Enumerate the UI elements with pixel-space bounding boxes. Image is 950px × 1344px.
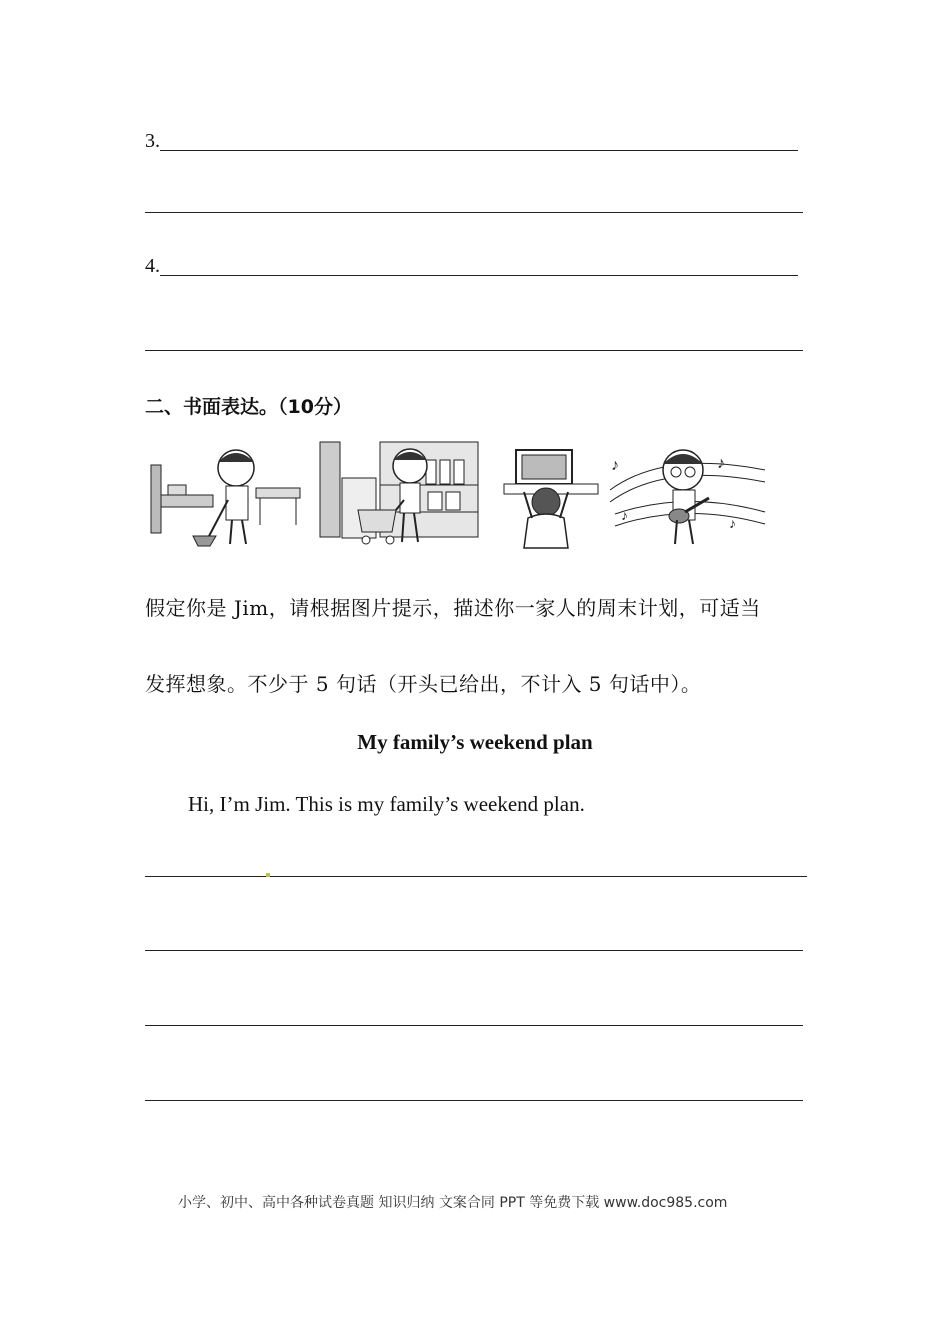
writing-line-4[interactable] <box>145 1100 803 1101</box>
sweeping-floor-icon <box>148 440 303 550</box>
svg-text:♪: ♪ <box>611 457 619 474</box>
mark-dot <box>266 873 270 877</box>
opening-sentence: Hi, I’m Jim. This is my family’s weekend plan. <box>188 792 585 816</box>
answer-4-line-2[interactable] <box>145 350 803 351</box>
footer-text: 小学、初中、高中各种试卷真题 知识归纳 文案合同 PPT 等免费下载 www.doc985.com <box>178 1195 728 1211</box>
answer-3-line-1[interactable] <box>160 150 798 151</box>
supermarket-shopping-icon <box>318 440 480 550</box>
writing-line-2[interactable] <box>145 950 803 951</box>
item-4-label: 4. <box>145 255 160 277</box>
watching-tv-icon <box>494 440 600 550</box>
essay-title: My family’s weekend plan <box>357 730 593 754</box>
svg-text:♪: ♪ <box>621 509 628 524</box>
prompt-line-1: 假定你是 Jim，请根据图片提示，描述你一家人的周末计划，可适当 <box>145 596 761 620</box>
writing-line-3[interactable] <box>145 1025 803 1026</box>
svg-text:♪: ♪ <box>717 455 725 472</box>
svg-text:♪: ♪ <box>729 517 736 532</box>
section-heading: 二、书面表达。（10分） <box>145 396 352 418</box>
answer-3-line-2[interactable] <box>145 212 803 213</box>
item-3-label: 3. <box>145 130 160 152</box>
playing-guitar-icon <box>605 440 770 550</box>
prompt-line-2: 发挥想象。不少于 5 句话（开头已给出，不计入 5 句话中）。 <box>145 672 702 696</box>
writing-line-1[interactable] <box>145 876 807 877</box>
answer-4-line-1[interactable] <box>160 275 798 276</box>
